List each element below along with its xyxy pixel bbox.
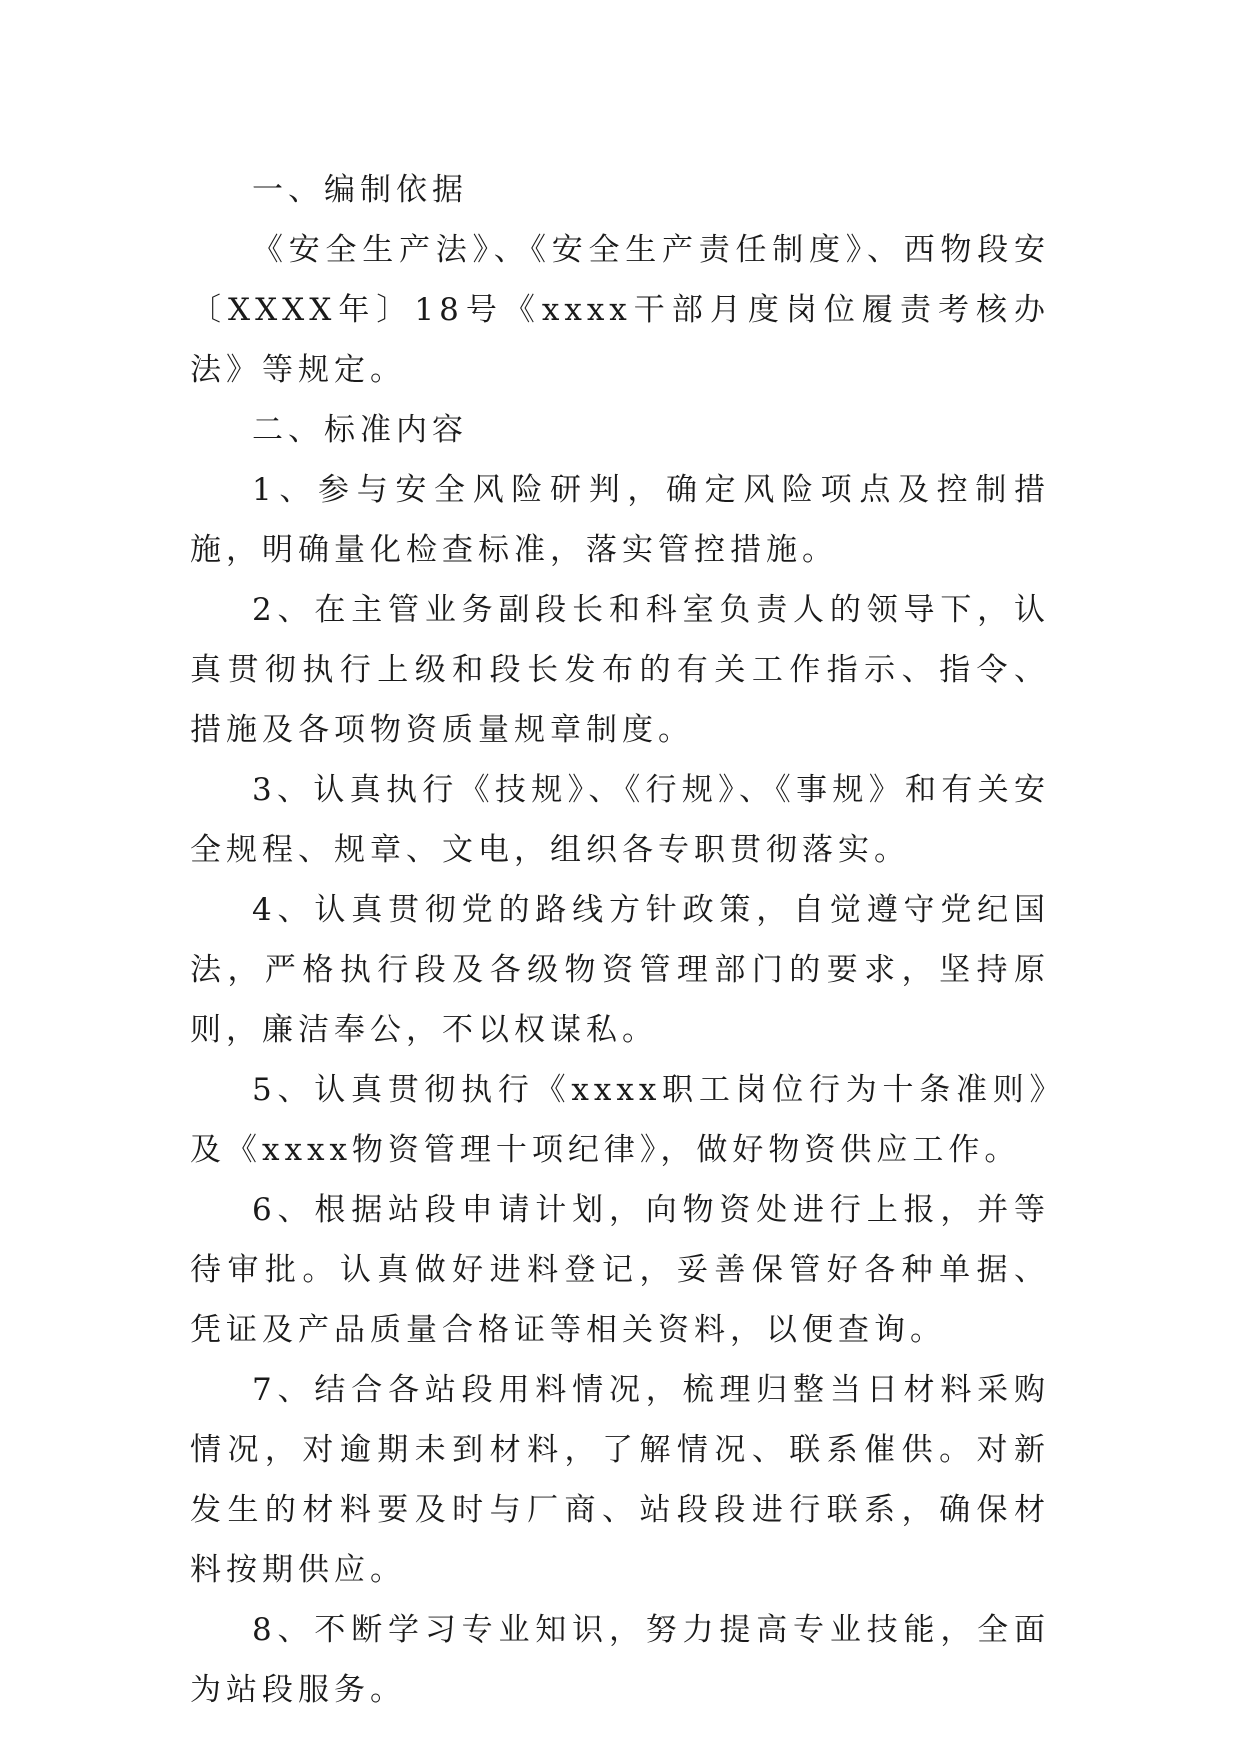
standard-item-4: 4、认真贯彻党的路线方针政策，自觉遵守党纪国法，严格执行段及各级物资管理部门的要求，坚持原则，廉洁奉公，不以权谋私。	[190, 892, 1050, 1048]
standard-item-2: 2、在主管业务副段长和科室负责人的领导下，认真贯彻执行上级和段长发布的有关工作指示、指令、措施及各项物资质量规章制度。	[190, 592, 1050, 748]
standard-item-8: 8、不断学习专业知识，努力提高专业技能，全面为站段服务。	[190, 1612, 1050, 1708]
standard-item-3: 3、认真执行《技规》、《行规》、《事规》和有关安全规程、规章、文电，组织各专职贯彻落实。	[190, 772, 1050, 868]
standard-item-6: 6、根据站段申请计划，向物资处进行上报，并等待审批。认真做好进料登记，妥善保管好各种单据、凭证及产品质量合格证等相关资料，以便查询。	[190, 1192, 1050, 1348]
standard-item-1: 1、参与安全风险研判，确定风险项点及控制措施，明确量化检查标准，落实管控措施。	[190, 472, 1050, 568]
section-heading-basis: 一、编制依据	[252, 172, 468, 208]
standard-item-7: 7、结合各站段用料情况，梳理归整当日材料采购情况，对逾期未到材料，了解情况、联系催供。对新发生的材料要及时与厂商、站段段进行联系，确保材料按期供应。	[190, 1372, 1050, 1588]
document-body	[190, 160, 1050, 1720]
standard-item-5: 5、认真贯彻执行《xxxx职工岗位行为十条准则》及《xxxx物资管理十项纪律》，做好物资供应工作。	[190, 1072, 1050, 1168]
basis-paragraph: 《安全生产法》、《安全生产责任制度》、西物段安〔XXXX年〕18号《xxxx干部月度岗位履责考核办法》等规定。	[190, 232, 1050, 388]
section-heading-standard: 二、标准内容	[252, 412, 468, 448]
